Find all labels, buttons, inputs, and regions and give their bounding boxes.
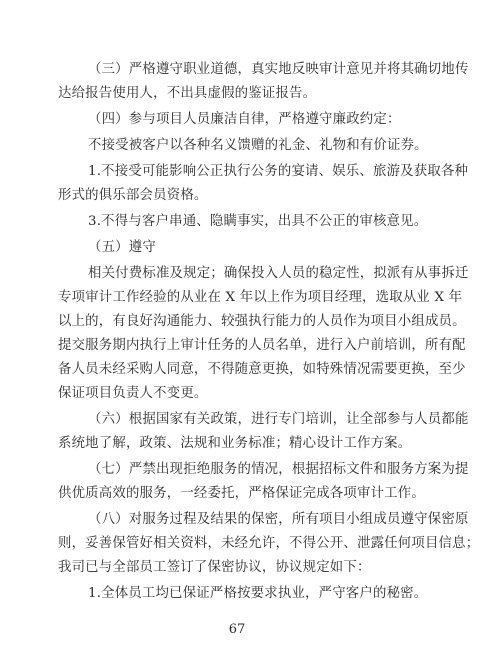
paragraph-line: 专项审计工作经验的从业在 X 年以上作为项目经理，选取从业 X 年 xyxy=(58,290,463,305)
paragraph-line: （六）根据国家有关政策，进行专门培训，让全部参与人员都能 xyxy=(88,412,469,427)
paragraph-line: （七）严禁出现拒绝服务的情况，根据招标文件和服务方案为提 xyxy=(88,462,469,477)
paragraph-line: 形式的俱乐部会员资格。 xyxy=(58,188,208,203)
paragraph-line: 不接受被客户以各种名义馈赠的礼金、礼物和有价证券。 xyxy=(88,138,428,153)
paragraph-line: 系统地了解，政策、法规和业务标准；精心设计工作方案。 xyxy=(58,436,412,451)
paragraph-line: 备人员未经采购人同意，不得随意更换，如特殊情况需要更换，至少 xyxy=(58,362,466,377)
paragraph-line: 以上的，有良好沟通能力、较强执行能力的人员作为项目小组成员。 xyxy=(58,314,466,329)
paragraph-line: （三）严格遵守职业道德，真实地反映审计意见并将其确切地传 xyxy=(88,62,469,77)
paragraph-line: （四）参与项目人员廉洁自律，严格遵守廉政约定： xyxy=(88,112,401,127)
paragraph-line: 1.全体员工均已保证严格按要求执业，严守客户的秘密。 xyxy=(88,586,428,601)
paragraph-line: 达给报告使用人，不出具虚假的鉴证报告。 xyxy=(58,86,317,101)
paragraph-line: 则，妥善保管好相关资料，未经允许，不得公开、泄露任何项目信息； xyxy=(58,536,479,551)
paragraph-line: 相关付费标准及规定；确保投入人员的稳定性，拟派有从事拆迁 xyxy=(88,266,469,281)
paragraph-line: 我司已与全部员工签订了保密协议，协议规定如下： xyxy=(58,560,371,575)
paragraph-line: 3.不得与客户串通、隐瞒事实，出具不公正的审核意见。 xyxy=(88,214,428,229)
paragraph-line: 提交服务期内执行上审计任务的人员名单，进行入户前培训，所有配 xyxy=(58,338,466,353)
paragraph-line: 供优质高效的服务，一经委托，严格保证完成各项审计工作。 xyxy=(58,486,425,501)
paragraph-line: （八）对服务过程及结果的保密，所有项目小组成员遵守保密原 xyxy=(88,512,469,527)
paragraph-line: 保证项目负责人不变更。 xyxy=(58,386,208,401)
page-number: 67 xyxy=(228,622,246,637)
paragraph-line: 1.不接受可能影响公正执行公务的宴请、娱乐、旅游及获取各种 xyxy=(88,164,469,179)
paragraph-line: （五）遵守 xyxy=(88,240,156,255)
